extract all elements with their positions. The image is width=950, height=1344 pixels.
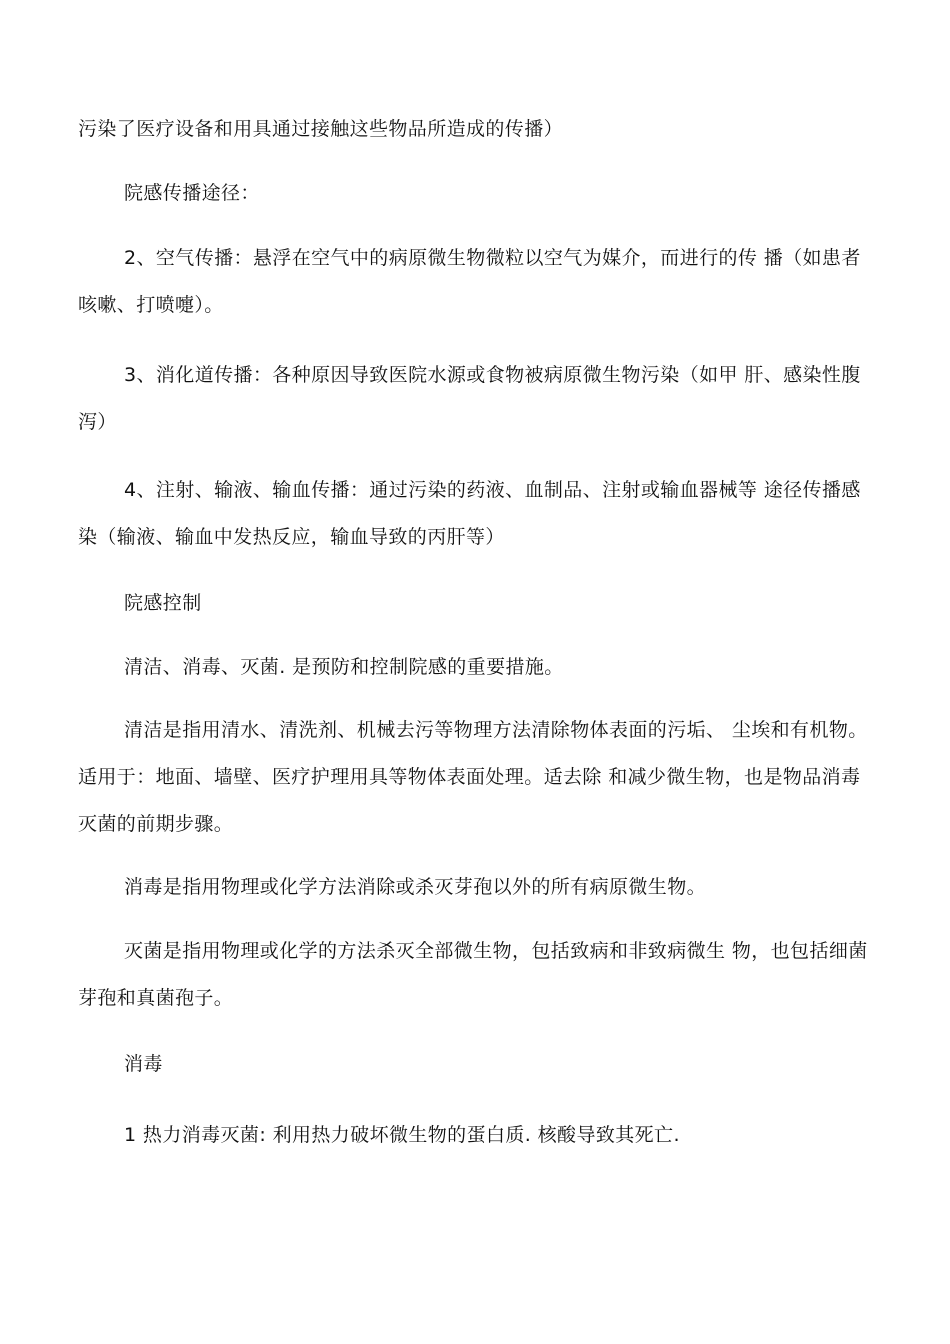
heading-disinfection: 消毒 bbox=[124, 1053, 163, 1075]
paragraph-airborne-transmission: 2、空气传播：悬浮在空气中的病原微生物微粒以空气为媒介，而进行的传 播（如患者咳嗽、打喷嚏）。 bbox=[78, 247, 861, 316]
paragraph-disinfection-definition: 消毒是指用物理或化学方法消除或杀灭芽孢以外的所有病原微生物。 bbox=[124, 876, 707, 898]
paragraph-transmission-contact-tail: 污染了医疗设备和用具通过接触这些物品所造成的传播） bbox=[78, 118, 564, 140]
heading-transmission-routes: 院感传播途径： bbox=[124, 182, 260, 204]
paragraph-injection-transmission: 4、注射、输液、输血传播：通过污染的药液、血制品、注射或输血器械等 途径传播感染（输液、输血中发热反应，输血导致的丙肝等） bbox=[78, 479, 861, 548]
paragraph-control-measures: 清洁、消毒、灭菌. 是预防和控制院感的重要措施。 bbox=[124, 656, 564, 678]
paragraph-thermal-disinfection: 1 热力消毒灭菌: 利用热力破坏微生物的蛋白质. 核酸导致其死亡. bbox=[124, 1124, 680, 1146]
heading-infection-control: 院感控制 bbox=[124, 592, 202, 614]
paragraph-digestive-transmission: 3、消化道传播：各种原因导致医院水源或食物被病原微生物污染（如甲 肝、感染性腹泻） bbox=[78, 364, 861, 433]
paragraph-sterilization-definition: 灭菌是指用物理或化学的方法杀灭全部微生物，包括致病和非致病微生 物，也包括细菌芽孢和真菌孢子。 bbox=[78, 940, 868, 1009]
paragraph-cleaning-definition: 清洁是指用清水、清洗剂、机械去污等物理方法清除物体表面的污垢、 尘埃和有机物。适用于：地面、墙壁、医疗护理用具等物体表面处理。适去除 和减少微生物，也是物品消毒灭菌的前期步骤。 bbox=[78, 719, 868, 835]
